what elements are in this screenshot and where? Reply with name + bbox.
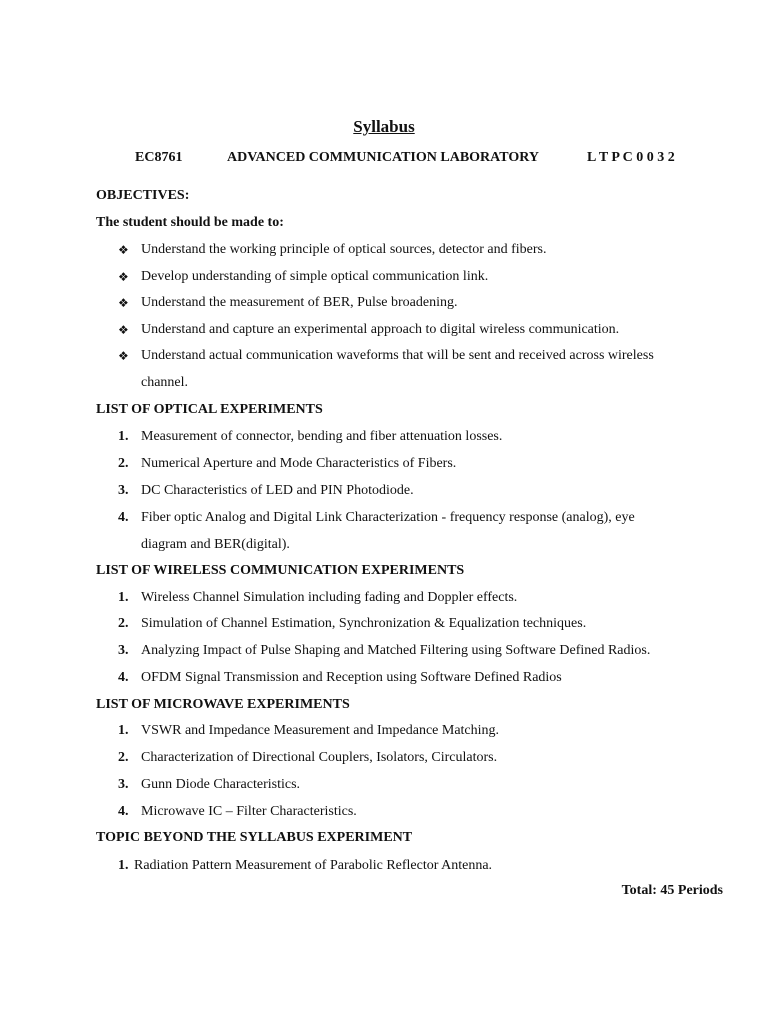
item-number: 1. [118,590,129,605]
objective-item: Understand the working principle of optical sources, detector and fibers. [141,242,547,257]
bullet-icon: ❖ [118,270,129,284]
bullet-icon: ❖ [118,296,129,310]
optical-item: DC Characteristics of LED and PIN Photodiode. [141,483,414,498]
objective-item: Develop understanding of simple optical communication link. [141,269,489,284]
course-ltpc: L T P C 0 0 3 2 [587,150,675,165]
beyond-heading: TOPIC BEYOND THE SYLLABUS EXPERIMENT [96,830,413,845]
wireless-heading: LIST OF WIRELESS COMMUNICATION EXPERIMENTS [96,563,465,578]
objective-item: Understand the measurement of BER, Pulse broadening. [141,295,458,310]
bullet-icon: ❖ [118,323,129,337]
microwave-item: VSWR and Impedance Measurement and Impedance Matching. [141,723,500,738]
item-number: 3. [118,643,129,658]
microwave-item: Characterization of Directional Couplers, Isolators, Circulators. [141,750,498,765]
wireless-item: Analyzing Impact of Pulse Shaping and Matched Filtering using Software Defined Radios. [141,643,651,658]
objective-item-continuation: channel. [141,375,189,390]
objective-item: Understand actual communication waveforms that will be sent and received across wireless [141,348,654,363]
optical-item: Numerical Aperture and Mode Characteristics of Fibers. [141,456,457,471]
optical-item-continuation: diagram and BER(digital). [141,537,290,552]
course-header [0,150,768,168]
item-number: 4. [118,510,129,525]
item-number: 1. [118,723,129,738]
course-name: ADVANCED COMMUNICATION LABORATORY [227,150,539,165]
item-number: 3. [118,777,129,792]
wireless-item: Wireless Channel Simulation including fading and Doppler effects. [141,590,518,605]
bullet-icon: ❖ [118,243,129,257]
bullet-icon: ❖ [118,349,129,363]
wireless-item: OFDM Signal Transmission and Reception using Software Defined Radios [141,670,562,685]
beyond-item: Radiation Pattern Measurement of Parabolic Reflector Antenna. [134,858,493,873]
item-number: 1. [118,429,129,444]
item-number: 1. [118,858,129,873]
optical-item: Measurement of connector, bending and fiber attenuation losses. [141,429,503,444]
objectives-intro: The student should be made to: [96,215,284,230]
optical-item: Fiber optic Analog and Digital Link Characterization - frequency response (analog), eye [141,510,635,525]
item-number: 2. [118,750,129,765]
microwave-heading: LIST OF MICROWAVE EXPERIMENTS [96,697,350,712]
item-number: 4. [118,670,129,685]
page-title: Syllabus [353,117,415,136]
item-number: 4. [118,804,129,819]
item-number: 2. [118,456,129,471]
wireless-item: Simulation of Channel Estimation, Synchronization & Equalization techniques. [141,616,587,631]
objectives-heading: OBJECTIVES: [96,188,190,203]
optical-heading: LIST OF OPTICAL EXPERIMENTS [96,402,323,417]
total-periods: Total: 45 Periods [621,883,723,898]
course-code: EC8761 [135,150,183,165]
objective-item: Understand and capture an experimental approach to digital wireless communication. [141,322,620,337]
item-number: 3. [118,483,129,498]
microwave-item: Microwave IC – Filter Characteristics. [141,804,357,819]
item-number: 2. [118,616,129,631]
microwave-item: Gunn Diode Characteristics. [141,777,301,792]
